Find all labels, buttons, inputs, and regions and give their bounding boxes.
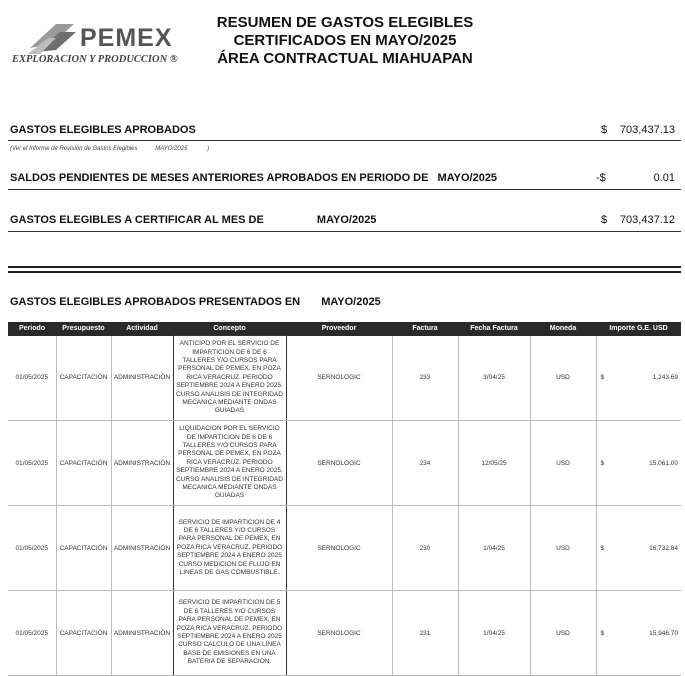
table-row [8, 591, 681, 676]
presentados-label-text: GASTOS ELEGIBLES APROBADOS PRESENTADOS EN [10, 296, 301, 308]
col-periodo: Periodo [8, 322, 56, 336]
informe-note [10, 146, 209, 152]
cell-proveedor: SERNOLOGIC [286, 506, 392, 591]
double-rule-bottom [8, 271, 681, 273]
cell-proveedor: SERNOLOGIC [286, 336, 392, 421]
cell-concepto: SERVICIO DE IMPARTICION DE 5 DE 6 TALLERES Y/O CURSOS PARA PERSONAL DE PEMEX, EN POZA RICA VERACRUZ. PERIODO SEPTIEMBRE 2024 A ENERO 2025 CURSO CALCULO DE UNA LINEA BASE DE EMISIONES EN UNA BATERIA DE SEPARACION. [173, 591, 286, 676]
cell-moneda: USD [530, 506, 596, 591]
cell-fecha: 1/04/25 [458, 591, 530, 676]
double-rule-top [8, 266, 681, 268]
col-fecha-factura: Fecha Factura [458, 322, 530, 336]
cell-fecha: 3/04/25 [458, 336, 530, 421]
cell-concepto: LIQUIDACION POR EL SERVICIO DE IMPARTICION DE 6 DE 6 TALLERES Y/O CURSOS PARA PERSONAL DE PEMEX, EN POZA RICA VERACRUZ. PERIODO SEPTIEMBRE 2024 A ENERO 2025. CURSO ANALISIS DE INTEGRIDAD MECANICA MEDIANTE ONDAS GUIADAS [173, 421, 286, 506]
gastos-table [8, 322, 681, 676]
cell-fecha: 1/04/25 [458, 506, 530, 591]
pemex-logo [12, 18, 192, 68]
saldos-month: MAYO/2025 [437, 172, 498, 184]
rule-2 [8, 189, 681, 190]
cell-importe [596, 591, 681, 676]
certificar-label [10, 214, 376, 226]
cell-importe-currency: $ [600, 629, 605, 637]
document-title [200, 14, 490, 68]
rule-1 [8, 140, 681, 141]
cell-factura: 230 [392, 506, 458, 591]
table-row [8, 336, 681, 421]
cell-proveedor: SERNOLOGIC [286, 421, 392, 506]
certificar-month: MAYO/2025 [316, 214, 377, 226]
aprobados-label: GASTOS ELEGIBLES APROBADOS [10, 124, 196, 136]
title-line-3: ÁREA CONTRACTUAL MIAHUAPAN [217, 50, 473, 67]
cell-actividad: ADMINISTRACIÓN [111, 336, 173, 421]
saldos-currency: -$ [596, 172, 606, 184]
saldos-label-text: SALDOS PENDIENTES DE MESES ANTERIORES APROBADOS EN PERIODO DE [10, 172, 429, 184]
col-moneda: Moneda [530, 322, 596, 336]
informe-note-month: MAYO/2025 [155, 146, 188, 152]
cell-actividad: ADMINISTRACIÓN [111, 506, 173, 591]
table-header-row [8, 322, 681, 336]
col-proveedor: Proveedor [286, 322, 392, 336]
logo-subtitle: EXPLORACION Y PRODUCCION ® [12, 54, 178, 65]
cell-concepto: ANTICIPO POR EL SERVICIO DE IMPARTICION DE 6 DE 6 TALLERES Y/O CURSOS PARA PERSONAL DE PEMEX, EN POZA RICA VERACRUZ. PERIODO SEPTIEMBRE 2024 A ENERO 2025. CURSO ANALISIS DE INTEGRIDAD MECANICA MEDIANTE ONDAS GUIADAS [173, 336, 286, 421]
cell-fecha: 12/05/25 [458, 421, 530, 506]
certificar-label-text: GASTOS ELEGIBLES A CERTIFICAR AL MES DE [10, 214, 264, 226]
cell-factura: 231 [392, 591, 458, 676]
cell-importe-value: 15,061.00 [649, 459, 678, 467]
cell-importe-currency: $ [600, 459, 605, 467]
col-actividad: Actividad [111, 322, 173, 336]
cell-moneda: USD [530, 591, 596, 676]
table-row [8, 506, 681, 591]
cell-moneda: USD [530, 421, 596, 506]
cell-importe [596, 336, 681, 421]
aprobados-currency: $ [601, 124, 608, 136]
presentados-month: MAYO/2025 [321, 296, 381, 308]
col-factura: Factura [392, 322, 458, 336]
cell-importe-value: 1,243.69 [652, 374, 678, 382]
cell-importe [596, 506, 681, 591]
cell-proveedor: SERNOLOGIC [286, 591, 392, 676]
title-line-2: CERTIFICADOS EN MAYO/2025 [233, 32, 457, 49]
cell-factura: 234 [392, 421, 458, 506]
certificar-currency: $ [601, 214, 608, 226]
cell-periodo: 01/05/2025 [8, 336, 56, 421]
aprobados-amount: 703,437.13 [619, 124, 675, 136]
cell-importe-value: 15,946.70 [649, 629, 678, 637]
table-row [8, 421, 681, 506]
saldos-label [10, 172, 497, 184]
cell-importe-value: 16,732.84 [649, 544, 678, 552]
rule-3 [8, 231, 681, 232]
presentados-label [10, 296, 381, 308]
cell-presupuesto: CAPACITACIÓN [56, 421, 111, 506]
cell-actividad: ADMINISTRACIÓN [111, 421, 173, 506]
cell-actividad: ADMINISTRACIÓN [111, 591, 173, 676]
cell-concepto: SERVICIO DE IMPARTICION DE 4 DE 6 TALLERES Y/O CURSOS PARA PERSONAL DE PEMEX, EN POZA RICA VERACRUZ. PERIODO SEPTIEMBRE 2024 A ENERO 2025 CURSO MEDICION DE FLUJO EN LINEAS DE GAS COMBUSTIBLE. [173, 506, 286, 591]
cell-presupuesto: CAPACITACIÓN [56, 336, 111, 421]
col-concepto: Concepto [173, 322, 286, 336]
informe-note-close: ) [207, 146, 210, 152]
cell-importe [596, 421, 681, 506]
cell-presupuesto: CAPACITACIÓN [56, 591, 111, 676]
informe-note-text: (Ver el Informe de Revisión de Gastos Elegibles [10, 146, 138, 152]
pemex-eagle-icon [26, 18, 78, 56]
col-presupuesto: Presupuesto [56, 322, 111, 336]
cell-periodo: 01/05/2025 [8, 506, 56, 591]
title-line-1: RESUMEN DE GASTOS ELEGIBLES [216, 14, 474, 31]
cell-periodo: 01/05/2025 [8, 591, 56, 676]
cell-importe-currency: $ [600, 374, 605, 382]
cell-factura: 233 [392, 336, 458, 421]
certificar-amount: 703,437.12 [619, 214, 675, 226]
cell-importe-currency: $ [600, 544, 605, 552]
saldos-amount: 0.01 [653, 172, 675, 184]
cell-periodo: 01/05/2025 [8, 421, 56, 506]
cell-presupuesto: CAPACITACIÓN [56, 506, 111, 591]
logo-name: PEMEX [80, 24, 173, 52]
cell-moneda: USD [530, 336, 596, 421]
col-importe: Importe G.E. USD [596, 322, 681, 336]
